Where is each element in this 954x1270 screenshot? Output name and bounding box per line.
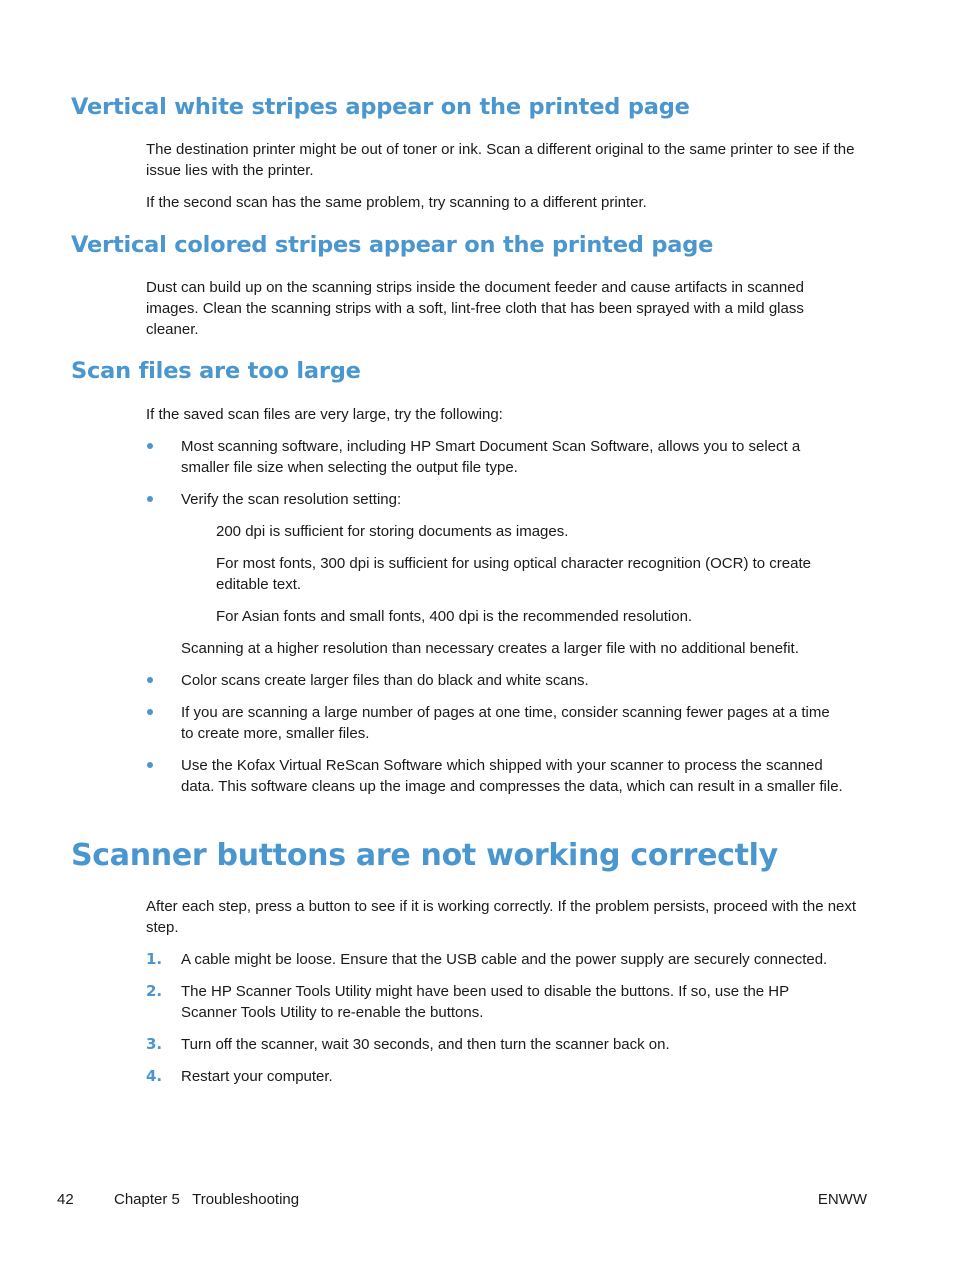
large-files-bullet-3: Color scans create larger files than do black and white scans. <box>181 672 589 689</box>
white-stripes-para-1: The destination printer might be out of toner or ink. Scan a different original to the same printer to see if the issue lies with the printer. <box>146 141 855 179</box>
heading-scanner-buttons: Scanner buttons are not working correctly <box>71 838 778 873</box>
colored-stripes-para-1: Dust can build up on the scanning strips inside the document feeder and cause artifacts in scanned images. Clean the scanning strips with a soft, lint-free cloth that has been sprayed with a mild glass cleaner. <box>146 279 804 338</box>
resolution-note-1: 200 dpi is sufficient for storing documents as images. <box>216 523 569 540</box>
footer-chapter: Chapter 5 Troubleshooting <box>114 1191 300 1208</box>
white-stripes-para-2: If the second scan has the same problem, try scanning to a different printer. <box>146 194 647 211</box>
large-files-bullet-4: If you are scanning a large number of pages at one time, consider scanning fewer pages at a time to create more, smaller files. <box>181 704 830 742</box>
step-number: 4. <box>146 1067 163 1085</box>
large-files-bullet-5: Use the Kofax Virtual ReScan Software which shipped with your scanner to process the scanned data. This software cleans up the image and compresses the data, which can result in a smaller file. <box>181 757 843 795</box>
heading-colored-stripes: Vertical colored stripes appear on the printed page <box>71 232 714 258</box>
bullet-dot <box>147 709 153 715</box>
large-files-intro: If the saved scan files are very large, try the following: <box>146 406 503 423</box>
bullet-dot <box>147 762 153 768</box>
step-number: 3. <box>146 1035 163 1053</box>
bullet-dot <box>147 496 153 502</box>
footer-locale: ENWW <box>817 1191 867 1208</box>
large-files-bullet-2: Verify the scan resolution setting: <box>181 491 402 508</box>
resolution-note-2: For most fonts, 300 dpi is sufficient for using optical character recognition (OCR) to create editable text. <box>216 555 811 593</box>
resolution-note-3: For Asian fonts and small fonts, 400 dpi is the recommended resolution. <box>216 608 693 625</box>
step-number: 1. <box>146 950 163 968</box>
resolution-summary: Scanning at a higher resolution than necessary creates a larger file with no additional benefit. <box>181 640 799 657</box>
heading-large-files: Scan files are too large <box>71 358 361 384</box>
bullet-dot <box>147 443 153 449</box>
step-text: The HP Scanner Tools Utility might have been used to disable the buttons. If so, use the HP Scanner Tools Utility to re-enable the buttons. <box>181 983 789 1021</box>
heading-white-stripes: Vertical white stripes appear on the printed page <box>71 94 690 120</box>
large-files-bullet-1: Most scanning software, including HP Smart Document Scan Software, allows you to select a smaller file size when selecting the output file type. <box>181 438 801 476</box>
step-text: A cable might be loose. Ensure that the USB cable and the power supply are securely connected. <box>181 951 828 968</box>
step-number: 2. <box>146 982 163 1000</box>
step-text: Turn off the scanner, wait 30 seconds, and then turn the scanner back on. <box>181 1036 670 1053</box>
buttons-intro: After each step, press a button to see if it is working correctly. If the problem persists, proceed with the next step. <box>146 898 857 936</box>
page-number: 42 <box>57 1191 74 1208</box>
step-text: Restart your computer. <box>181 1068 333 1085</box>
bullet-dot <box>147 677 153 683</box>
